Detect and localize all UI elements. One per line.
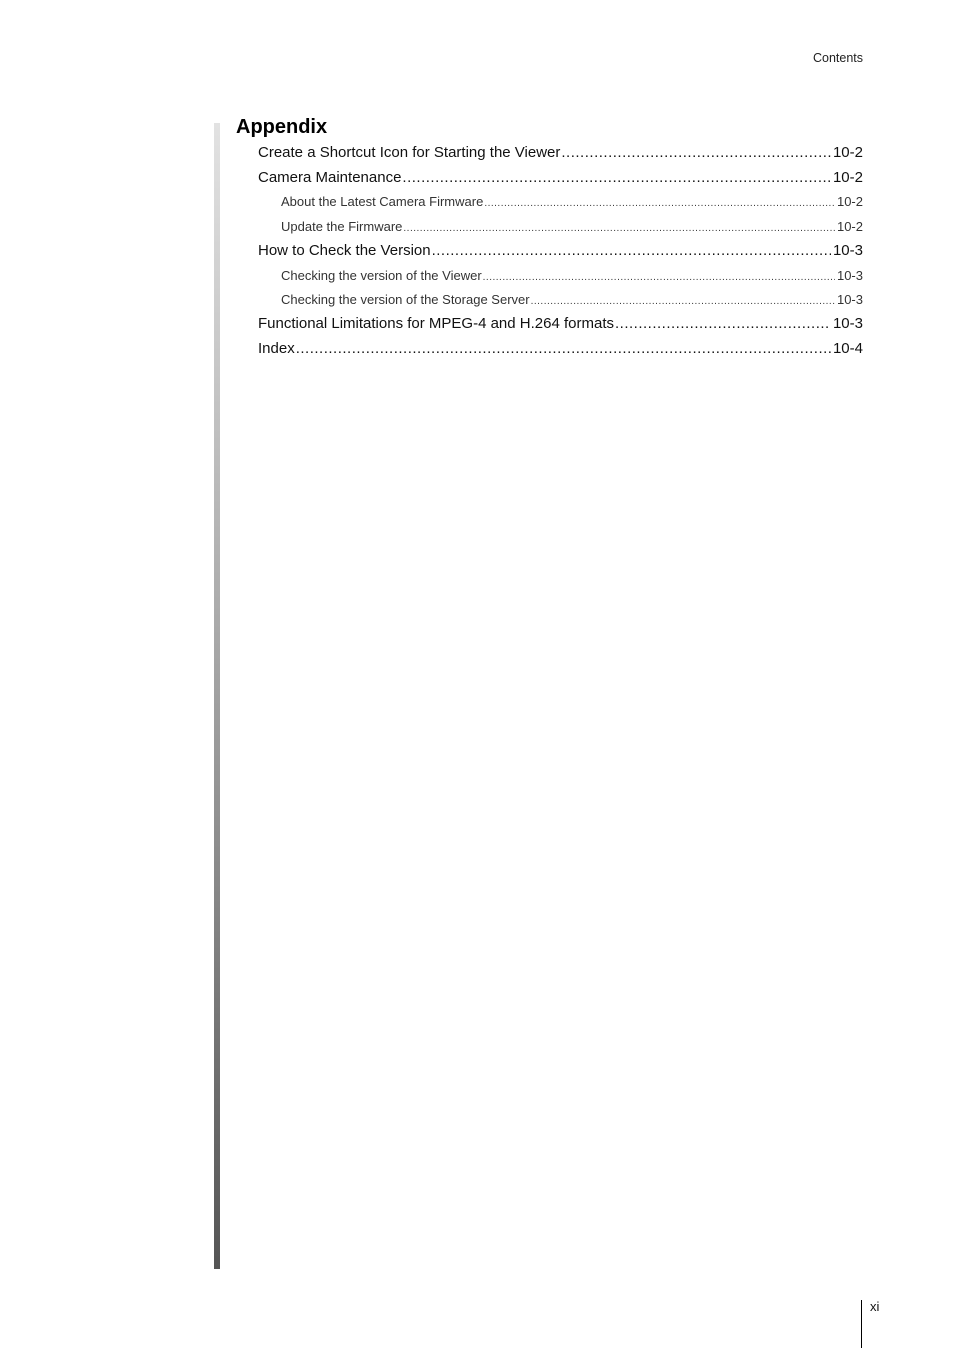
toc-leader-dots: [483, 264, 835, 288]
toc-subentry-title: About the Latest Camera Firmware: [281, 194, 484, 210]
toc-entry-title: How to Check the Version: [258, 241, 431, 259]
toc-entry-title: Functional Limitations for MPEG-4 and H.264 formats: [258, 315, 614, 333]
toc-entry[interactable]: [258, 337, 863, 362]
toc-subentry[interactable]: [258, 264, 863, 288]
toc-leader-dots: [561, 141, 831, 166]
toc-leader-dots: [484, 190, 835, 214]
toc-entry-page: 10-4: [832, 339, 863, 357]
section-title: Appendix: [236, 116, 328, 138]
toc-subentry-title: Checking the version of the Storage Server: [281, 291, 530, 307]
toc-leader-dots: [615, 312, 831, 337]
page-number-rule: [861, 1300, 862, 1348]
toc-subentry-title: Checking the version of the Viewer: [281, 267, 482, 283]
table-of-contents: [258, 141, 863, 362]
toc-entry-title: Camera Maintenance: [258, 168, 402, 186]
toc-leader-dots: [531, 288, 835, 312]
toc-leader-dots: [432, 239, 831, 264]
toc-entry-page: 10-2: [832, 168, 863, 186]
toc-subentry[interactable]: [258, 215, 863, 239]
toc-entry[interactable]: [258, 166, 863, 191]
toc-leader-dots: [402, 166, 831, 191]
toc-subentry-page: 10-3: [836, 267, 863, 283]
toc-leader-dots: [296, 337, 831, 362]
toc-entry-title: Index: [258, 339, 295, 357]
running-header: Contents: [812, 51, 863, 65]
toc-subentry-page: 10-2: [836, 218, 863, 234]
toc-entry-page: 10-2: [832, 144, 863, 161]
toc-subentry-page: 10-2: [836, 194, 863, 210]
page-number: xi: [870, 1299, 880, 1314]
toc-entry[interactable]: [258, 141, 863, 166]
toc-leader-dots: [403, 215, 835, 239]
toc-entry[interactable]: [258, 312, 863, 337]
toc-entry[interactable]: [258, 239, 863, 264]
toc-subentry-title: Update the Firmware: [281, 218, 403, 234]
toc-entry-title: Create a Shortcut Icon for Starting the Viewer: [258, 144, 561, 161]
section-side-bar: [214, 123, 220, 1269]
toc-subentry-page: 10-3: [836, 291, 863, 307]
toc-subentry[interactable]: [258, 190, 863, 214]
toc-entry-page: 10-3: [832, 241, 863, 259]
toc-entry-page: 10-3: [832, 315, 863, 333]
toc-subentry[interactable]: [258, 288, 863, 312]
